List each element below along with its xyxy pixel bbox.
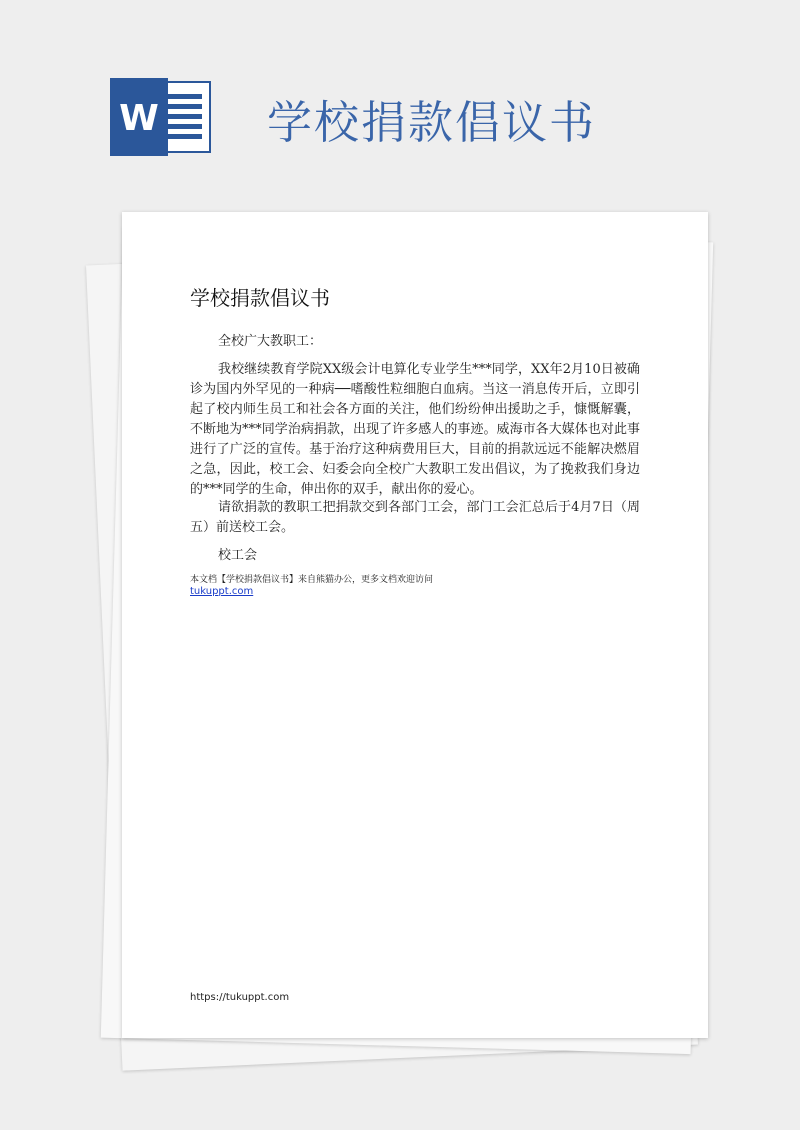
salutation: 全校广大教职工： bbox=[218, 334, 323, 349]
word-icon-letter: W bbox=[119, 98, 159, 139]
document-page bbox=[122, 212, 708, 1038]
source-note: 本文档【学校捐款倡议书】来自熊猫办公，更多文档欢迎访问 bbox=[190, 575, 434, 585]
banner-title: 学校捐款倡议书 bbox=[267, 96, 597, 149]
source-link[interactable]: tukuppt.com bbox=[190, 586, 254, 597]
word-icon bbox=[110, 78, 212, 156]
body-paragraph-2: 请欲捐款的教职工把捐款交到各部门工会，部门工会汇总后于4月7日（周五）前送校工会。 bbox=[190, 500, 640, 535]
document-title: 学校捐款倡议书 bbox=[190, 286, 330, 310]
signature: 校工会 bbox=[218, 548, 258, 563]
body-paragraph-1: 我校继续教育学院XX级会计电算化专业学生***同学，XX年2月10日被确诊为国内外罕见的一种病──嗜酸性粒细胞白血病。当这一消息传开后，立即引起了校内师生员工和社会各方面的关注，他们纷纷伸出援助之手，慷慨解囊，不断地为***同学治病捐款，出现了许多感人的事迹。威海市各大媒体也对此事进行了广泛的宣传。基于治疗这种病费用巨大，目前的捐款远远不能解决燃眉之急，因此，校工会、妇委会向全校广大教职工发出倡议，为了挽救我们身边的***同学的生命，伸出你的双手，献出你的爱心。 bbox=[190, 362, 640, 497]
footer-url: https://tukuppt.com bbox=[190, 992, 290, 1003]
